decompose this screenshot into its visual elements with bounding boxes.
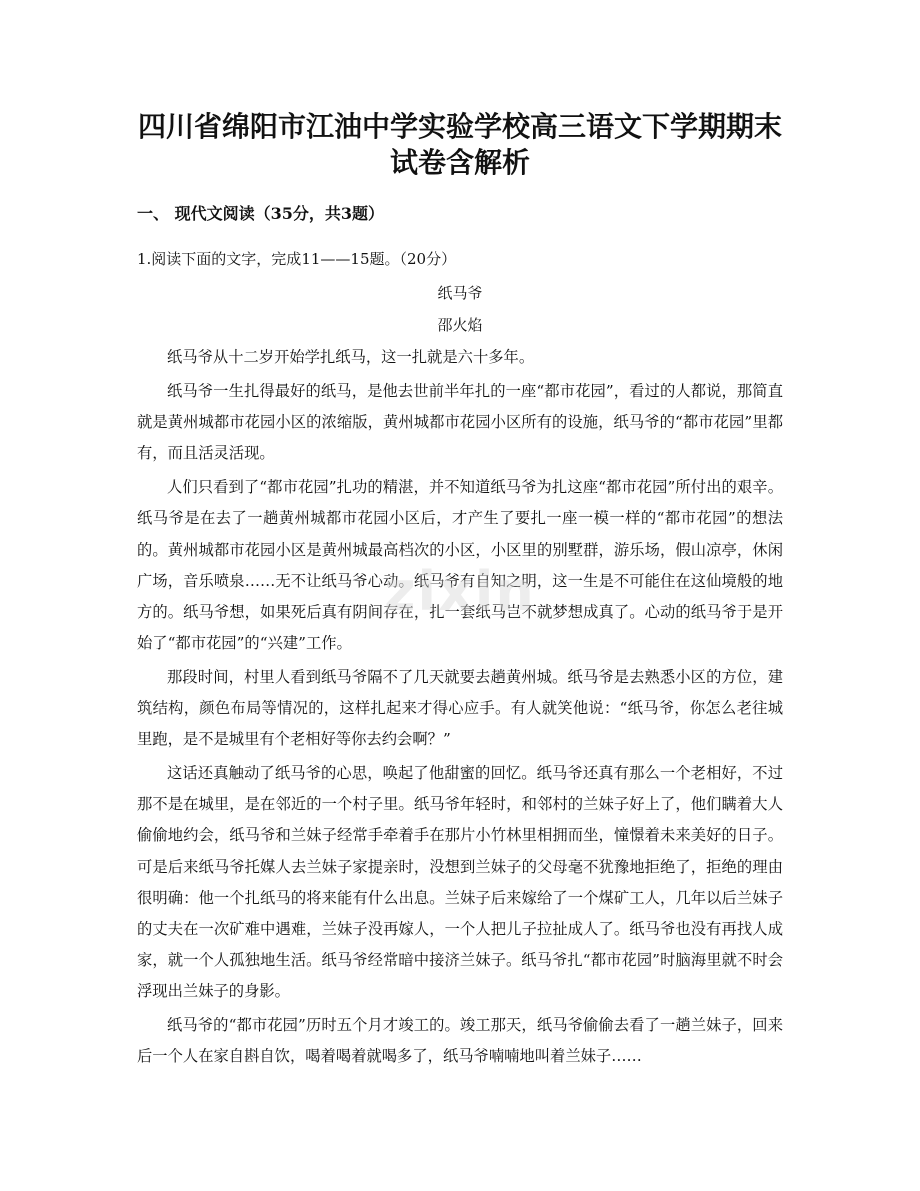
paragraph: 纸马爷一生扎得最好的纸马，是他去世前半年扎的一座“都市花园”，看过的人都说，那简直就是黄州城都市花园小区的浓缩版，黄州城都市花园小区所有的设施，纸马爷的“都市花园”里都有，而且活灵活现。 xyxy=(137,382,783,463)
watermark: zixin xyxy=(384,560,536,623)
paragraph: 人们只看到了“都市花园”扎功的精湛，并不知道纸马爷为扎这座“都市花园”所付出的艰辛。纸马爷是在去了一趟黄州城都市花园小区后，才产生了要扎一座一模一样的“都市花园”的想法的。黄州城都市花园小区是黄州城最高档次的小区，小区里的别墅群，游乐场，假山凉亭，休闲广场，音乐喷泉……无不让纸马爷心动。纸马爷有自知之明，这一生是不可能住在这仙境般的地方的。纸马爷想，如果死后真有阴间存在，扎一套纸马岂不就梦想成真了。心动的纸马爷于是开始了“都市花园”的“兴建”工作。 xyxy=(137,478,783,652)
paragraph: 纸马爷的“都市花园”历时五个月才竣工的。竣工那天，纸马爷偷偷去看了一趟兰妹子，回来后一个人在家自斟自饮，喝着喝着就喝多了，纸马爷喃喃地叫着兰妹子…… xyxy=(137,1015,783,1066)
story-body xyxy=(137,342,783,1075)
section-heading: 一、 现代文阅读（35分，共3题） xyxy=(137,204,384,223)
paragraph: 那段时间，村里人看到纸马爷隔不了几天就要去趟黄州城。纸马爷是去熟悉小区的方位，建筑结构，颜色布局等情况的，这样扎起来才得心应手。有人就笑他说：“纸马爷，你怎么老往城里跑，是不是城里有个老相好等你去约会啊？” xyxy=(137,667,783,749)
question-prompt: 1.阅读下面的文字，完成11——15题。（20分） xyxy=(137,250,457,268)
document-title-line1: 四川省绵阳市江油中学实验学校高三语文下学期期末 xyxy=(137,110,782,143)
paragraph: 这话还真触动了纸马爷的心思，唤起了他甜蜜的回忆。纸马爷还真有那么一个老相好，不过那不是在城里，是在邻近的一个村子里。纸马爷年轻时，和邻村的兰妹子好上了，他们瞒着大人偷偷地约会，纸马爷和兰妹子经常手牵着手在那片小竹林里相拥而坐，憧憬着未来美好的日子。可是后来纸马爷托媒人去兰妹子家提亲时，没想到兰妹子的父母毫不犹豫地拒绝了，拒绝的理由很明确：他一个扎纸马的将来能有什么出息。兰妹子后来嫁给了一个煤矿工人，几年以后兰妹子的丈夫在一次矿难中遇难，兰妹子没再嫁人，一个人把儿子拉扯成人了。纸马爷也没有再找人成家，就一个人孤独地生活。纸马爷经常暗中接济兰妹子。纸马爷扎“都市花园”时脑海里就不时会浮现出兰妹子的身影。 xyxy=(137,764,783,1000)
story-title: 纸马爷 xyxy=(437,284,483,302)
paragraph: 纸马爷从十二岁开始学扎纸马，这一扎就是六十多年。 xyxy=(167,348,535,366)
story-author: 邵火焰 xyxy=(437,316,483,334)
document-title-line2: 试卷含解析 xyxy=(389,146,530,179)
